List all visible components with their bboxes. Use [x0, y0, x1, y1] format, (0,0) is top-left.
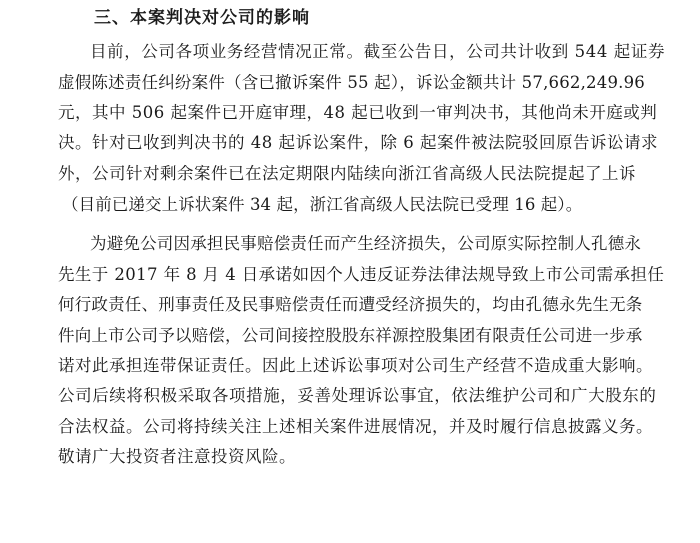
paragraph-line: 为避免公司因承担民事赔偿责任而产生经济损失，公司原实际控制人孔德永: [90, 234, 642, 253]
paragraph-line: 件向上市公司予以赔偿，公司间接控股股东祥源控股集团有限责任公司进一步承: [58, 326, 643, 345]
paragraph-line: 元，其中 506 起案件已开庭审理，48 起已收到一审判决书，其他尚未开庭或判: [58, 103, 658, 122]
paragraph-line: 外，公司针对剩余案件已在法定期限内陆续向浙江省高级人民法院提起了上诉: [58, 164, 636, 183]
paragraph-line: 公司后续将积极采取各项措施，妥善处理诉讼事宜，依法维护公司和广大股东的: [58, 386, 657, 405]
section-heading: 三、本案判决对公司的影响: [94, 8, 310, 28]
paragraph-line: 何行政责任、刑事责任及民事赔偿责任而遭受经济损失的，均由孔德永先生无条: [58, 295, 643, 314]
paragraph-line: 决。针对已收到判决书的 48 起诉讼案件，除 6 起案件被法院驳回原告诉讼请求: [58, 133, 658, 152]
paragraph-line: 诺对此承担连带保证责任。因此上述诉讼事项对公司生产经营不造成重大影响。: [58, 356, 653, 375]
paragraph-line: 虚假陈述责任纠纷案件（含已撤诉案件 55 起），诉讼金额共计 57,662,249.96: [58, 73, 645, 92]
paragraph-line: 先生于 2017 年 8 月 4 日承诺如因个人违反证券法律法规导致上市公司需承担任: [58, 265, 665, 284]
paragraph-line: 目前，公司各项业务经营情况正常。截至公告日，公司共计收到 544 起证券: [90, 42, 666, 61]
paragraph-line: 敬请广大投资者注意投资风险。: [58, 447, 296, 466]
paragraph-line: （目前已递交上诉状案件 34 起，浙江省高级人民法院已受理 16 起）。: [62, 195, 583, 214]
paragraph-line: 合法权益。公司将持续关注上述相关案件进展情况，并及时履行信息披露义务。: [58, 417, 653, 436]
